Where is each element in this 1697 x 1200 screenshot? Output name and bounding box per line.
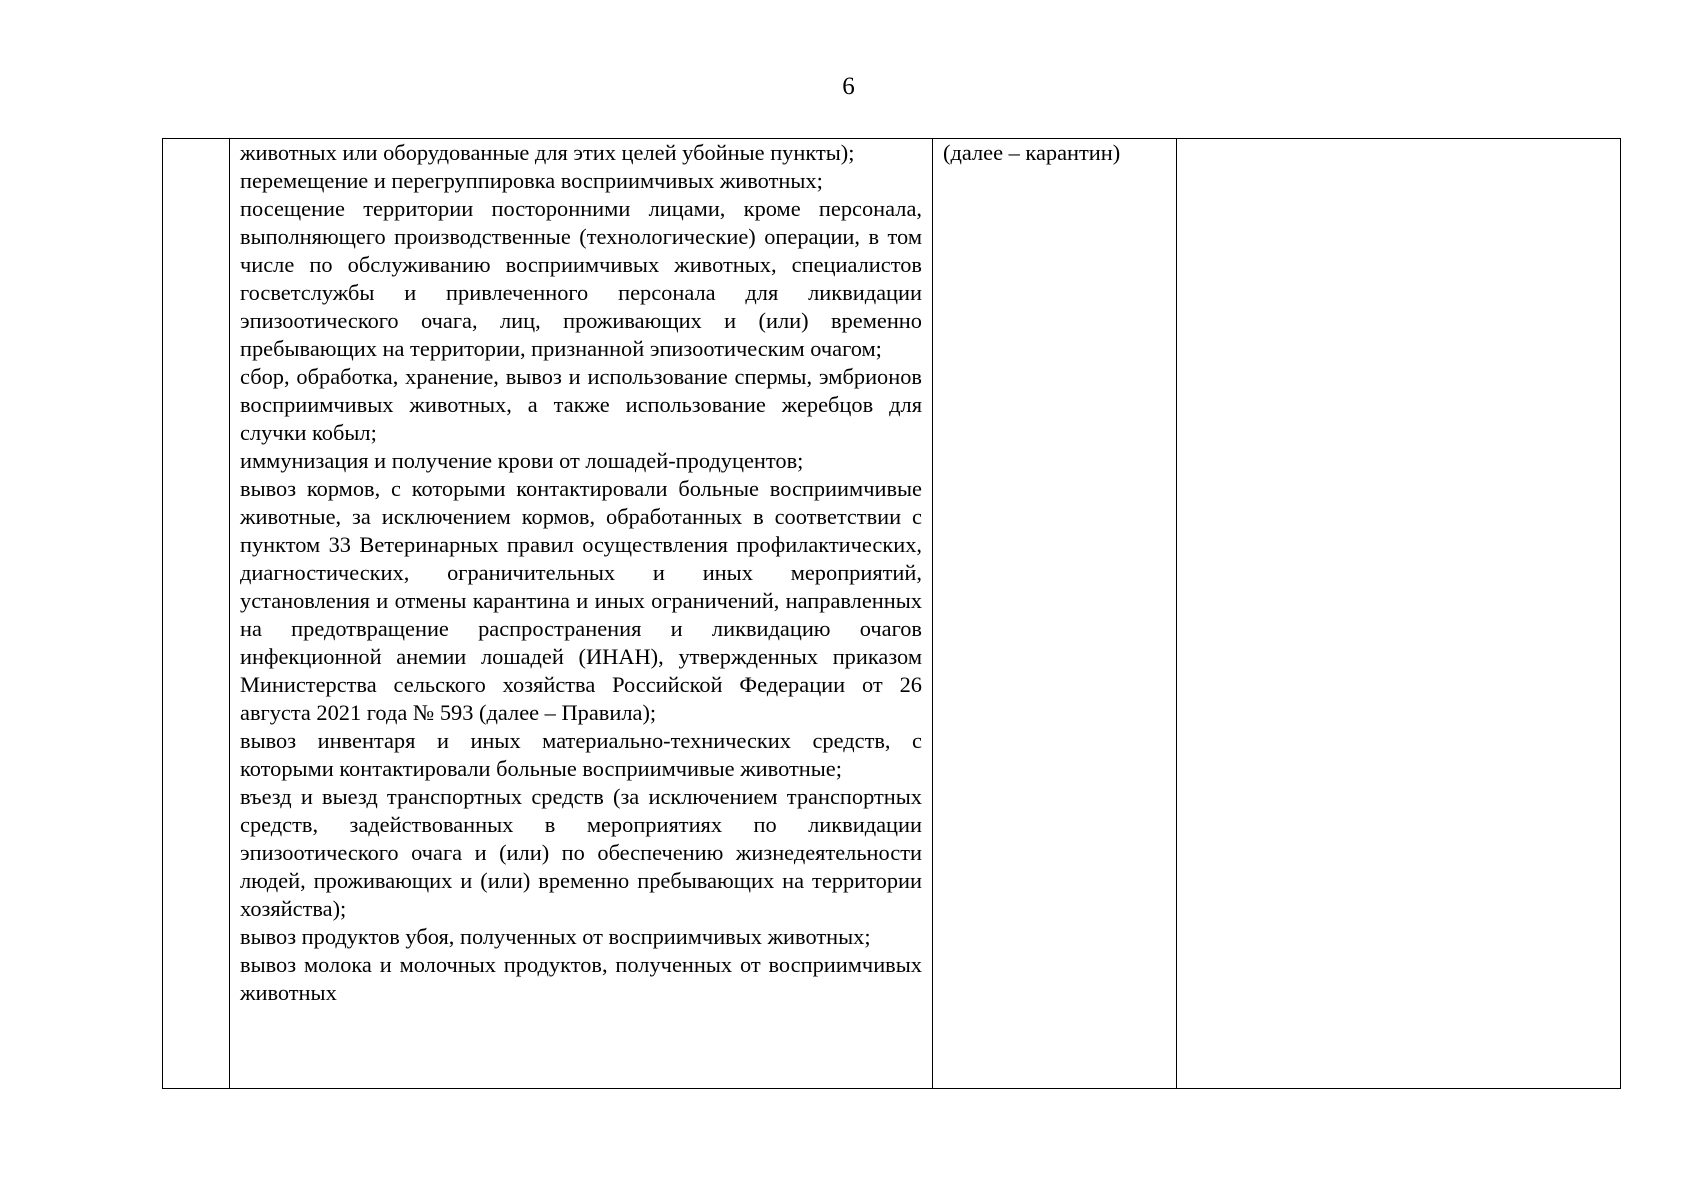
measure-item: перемещение и перегруппировка восприимчивых животных; [240,168,823,193]
measure-item: иммунизация и получение крови от лошадей-продуцентов; [240,448,804,473]
measure-item: въезд и выезд транспортных средств (за исключением транспортных средств, задействованных в мероприятиях по ликвидации эпизоотического очага и (или) по обеспечению жизнедеятельности людей, проживающих и (или) временно пребывающих на территории хозяйства); [240,784,922,921]
measures-cell [230,139,933,1089]
note-cell [1177,139,1621,1089]
restrictions-table [162,138,1621,1089]
measure-item: вывоз кормов, с которыми контактировали больные восприимчивые животные, за исключением кормов, обработанных в соответствии с пунктом 33 Ветеринарных правил осуществления профилактических, диагностических, ограничительных и иных мероприятий, установления и отмены карантина и иных ограничений, направленных на предотвращение распространения и ликвидацию очагов инфекционной анемии лошадей (ИНАН), утвержденных приказом Министерства сельского хозяйства Российской Федерации от 26 августа 2021 года № 593 (далее – Правила); [240,476,922,725]
page-number: 6 [842,73,855,100]
measure-item: посещение территории посторонними лицами, кроме персонала, выполняющего производственные (технологические) операции, в том числе по обслуживанию восприимчивых животных, специалистов госветслужбы и привлеченного персонала для ликвидации эпизоотического очага, лиц, проживающих и (или) временно пребывающих на территории, признанной эпизоотическим очагом; [240,196,922,361]
measure-item: вывоз инвентаря и иных материально-технических средств, с которыми контактировали больные восприимчивые животные; [240,728,922,781]
measure-item: животных или оборудованные для этих целей убойные пункты); [240,140,855,165]
row-number-cell [163,139,230,1089]
table-row [163,139,1621,1089]
measure-item: вывоз молока и молочных продуктов, полученных от восприимчивых животных [240,952,922,1005]
restriction-type-cell [933,139,1177,1089]
measure-item: вывоз продуктов убоя, полученных от восприимчивых животных; [240,924,871,949]
measure-item: сбор, обработка, хранение, вывоз и использование спермы, эмбрионов восприимчивых животных, а также использование жеребцов для случки кобыл; [240,364,922,445]
restriction-type: (далее – карантин) [943,140,1121,165]
